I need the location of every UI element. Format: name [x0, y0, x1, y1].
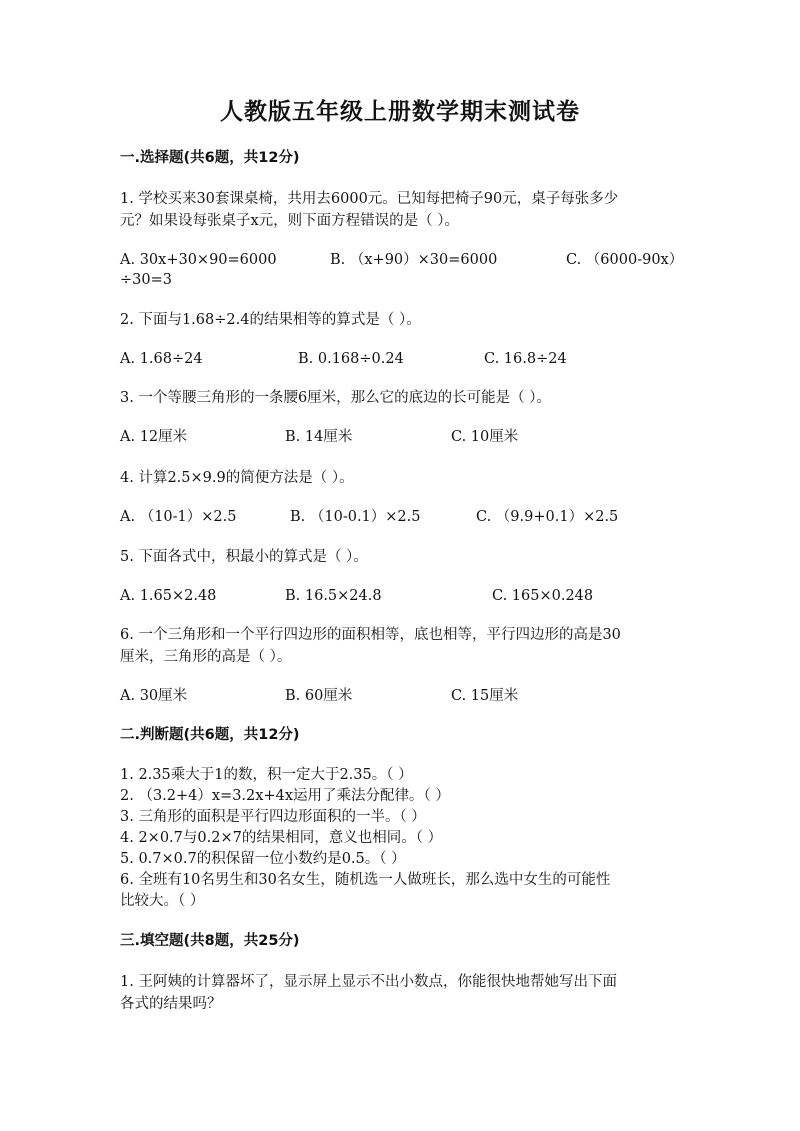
question-3-option-a: A. 12厘米: [120, 429, 188, 445]
question-6-option-a: A. 30厘米: [120, 688, 188, 704]
question-6-option-b: B. 60厘米: [285, 688, 353, 704]
question-4-option-c: C. （9.9+0.1）×2.5: [476, 509, 619, 525]
tf-item-6: 6. 全班有10名男生和30名女生，随机选一人做班长，那么选中女生的可能性: [120, 872, 611, 888]
question-2-option-a: A. 1.68÷24: [120, 351, 203, 367]
section-heading-fill-in: 三.填空题(共8题，共25分): [120, 933, 300, 949]
fill-question-1-line-2: 各式的结果吗？: [120, 996, 222, 1012]
tf-item-1: 1. 2.35乘大于1的数，积一定大于2.35。（ ）: [120, 767, 413, 783]
question-1-option-b: B. （x+90）×30=6000: [330, 252, 498, 268]
question-3-text: 3. 一个等腰三角形的一条腰6厘米，那么它的底边的长可能是（ ）。: [120, 390, 552, 406]
question-3-option-b: B. 14厘米: [285, 429, 353, 445]
page-title: 人教版五年级上册数学期末测试卷: [220, 98, 580, 125]
fill-question-1-line-1: 1. 王阿姨的计算器坏了，显示屏上显示不出小数点，你能很快地帮她写出下面: [120, 974, 617, 990]
question-3-option-c: C. 10厘米: [451, 429, 519, 445]
question-5-text: 5. 下面各式中，积最小的算式是（ ）。: [120, 549, 368, 565]
question-4-option-b: B. （10-0.1）×2.5: [290, 509, 421, 525]
question-1-option-c-continued: ÷30=3: [120, 272, 172, 288]
question-4-text: 4. 计算2.5×9.9的简便方法是（ ）。: [120, 470, 354, 486]
question-6-option-c: C. 15厘米: [451, 688, 519, 704]
tf-item-5: 5. 0.7×0.7的积保留一位小数约是0.5。（ ）: [120, 851, 406, 867]
tf-item-6-continued: 比较大。（ ）: [120, 893, 205, 909]
question-6-line-2: 厘米，三角形的高是（ ）。: [120, 649, 292, 665]
question-2-option-c: C. 16.8÷24: [484, 351, 567, 367]
question-1-line-2: 元？如果设每张桌子x元，则下面方程错误的是（ ）。: [120, 213, 460, 229]
question-2-option-b: B. 0.168÷0.24: [298, 351, 404, 367]
tf-item-4: 4. 2×0.7与0.2×7的结果相同，意义也相同。（ ）: [120, 830, 443, 846]
question-4-option-a: A. （10-1）×2.5: [120, 509, 237, 525]
question-5-option-c: C. 165×0.248: [492, 588, 594, 604]
section-heading-choice: 一.选择题(共6题，共12分): [120, 150, 300, 166]
question-1-line-1: 1. 学校买来30套课桌椅，共用去6000元。已知每把椅子90元，桌子每张多少: [120, 191, 619, 207]
section-heading-true-false: 二.判断题(共6题，共12分): [120, 727, 300, 743]
question-1-option-c: C. （6000-90x）: [566, 252, 684, 268]
question-5-option-a: A. 1.65×2.48: [120, 588, 217, 604]
question-2-text: 2. 下面与1.68÷2.4的结果相等的算式是（ ）。: [120, 312, 421, 328]
question-6-line-1: 6. 一个三角形和一个平行四边形的面积相等，底也相等，平行四边形的高是30: [120, 627, 621, 643]
tf-item-3: 3. 三角形的面积是平行四边形面积的一半。（ ）: [120, 809, 426, 825]
question-1-option-a: A. 30x+30×90=6000: [120, 252, 277, 268]
question-5-option-b: B. 16.5×24.8: [285, 588, 382, 604]
tf-item-2: 2. （3.2+4）x=3.2x+4x运用了乘法分配律。（ ）: [120, 788, 450, 804]
